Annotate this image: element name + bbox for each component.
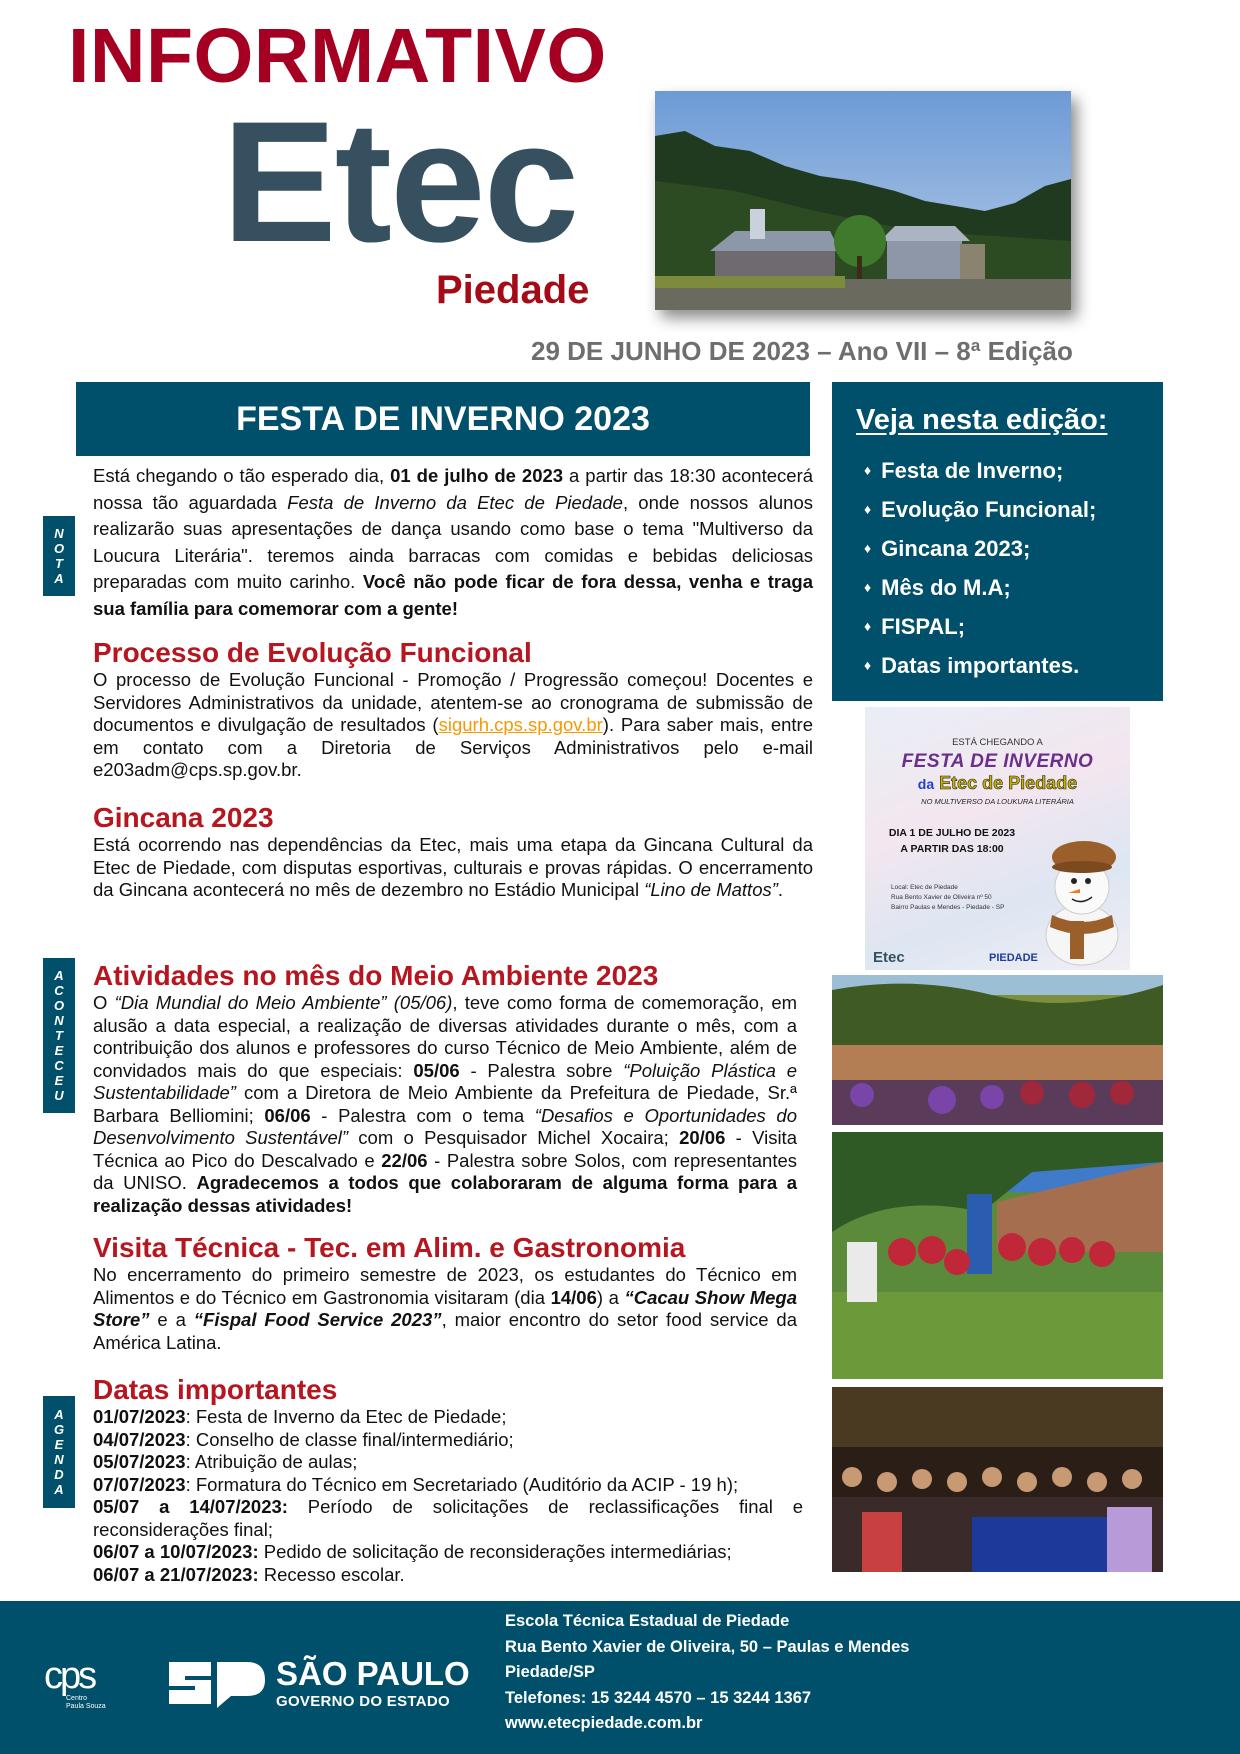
text-run: Local: Etec de Piedade: [891, 884, 958, 891]
poster-location: [891, 883, 1004, 913]
toc-item[interactable]: [854, 490, 1141, 529]
text-run: “Desafios e Oportunidades do Desenvolvimento Sustentável”: [93, 1104, 798, 1148]
agenda-item: [93, 1406, 803, 1429]
governo-label: GOVERNO DO ESTADO: [276, 1693, 451, 1710]
agenda-item: [93, 1564, 803, 1587]
agenda-text: : Atribuição de aulas;: [185, 1451, 358, 1472]
text-run: com o Pesquisador Michel Xocaira;: [348, 1127, 680, 1148]
text-run: .: [296, 759, 302, 780]
agenda-date: 06/07 a 10/07/2023:: [93, 1541, 259, 1562]
evolucao-paragraph: [93, 669, 813, 782]
text-run: “Poluição Plástica e Sustentabilidade”: [93, 1059, 797, 1103]
festa-date: 01 de julho de 2023: [390, 465, 564, 486]
tab-letter: N: [54, 1452, 64, 1467]
students-group-image: [832, 1132, 1163, 1379]
email-address: e203adm@cps.sp.gov.br: [93, 759, 297, 780]
text-run: , onde nossos alunos realizarão suas apresentações de dança usando como base o tema "Multiverso da Loucura Literária". teremos ainda barracas com comidas e bebidas deliciosas preparadas com muito carinho.: [93, 491, 813, 592]
agenda-item: [93, 1429, 803, 1452]
brand-location: Piedade: [436, 268, 590, 312]
festa-poster-image: [865, 707, 1130, 970]
agenda-date: 07/07/2023: [93, 1473, 186, 1495]
gincana-field-image: [832, 975, 1163, 1125]
toc-item[interactable]: [854, 568, 1141, 607]
text-run: O: [93, 992, 115, 1013]
poster-heading: ESTÁ CHEGANDO A: [952, 737, 1043, 748]
tab-letter: E: [54, 1437, 64, 1452]
sao-paulo-sp-icon: [167, 1658, 267, 1708]
side-tab-nota: [43, 516, 75, 596]
text-run: ). Para saber mais, entre em contato com a Diretoria de Serviços Administrativos pelo e-mail: [93, 714, 813, 758]
tab-letter: D: [54, 1467, 64, 1482]
section-title: Visita Técnica - Tec. em Alim. e Gastronomia: [93, 1232, 686, 1263]
agenda-item: [93, 1451, 803, 1474]
main-banner: [76, 382, 810, 456]
tab-letter: O: [53, 541, 65, 556]
sao-paulo-name: SÃO PAULO: [276, 1655, 470, 1692]
text-run: Centro: [66, 1695, 88, 1702]
text-run: da: [917, 776, 935, 792]
section-title: Atividades no mês do Meio Ambiente 2023: [93, 960, 659, 991]
text-run: Etec de Piedade: [939, 773, 1078, 793]
tab-letter: T: [55, 1028, 63, 1043]
text-run: com a Diretora de Meio Ambiente da Prefeitura de Piedade, Sr.ª Barbara Belliomini;: [93, 1082, 797, 1126]
poster-time: A PARTIR DAS 18:00: [900, 843, 1004, 855]
text-run: - Palestra com o tema: [310, 1104, 535, 1126]
date-label: 14/06: [550, 1286, 597, 1308]
agenda-text: Período de solicitações de reclassificações final e reconsiderações final;: [93, 1496, 803, 1540]
agenda-text: Recesso escolar.: [258, 1563, 405, 1585]
tab-letter: T: [55, 556, 63, 571]
thanks-note: Agradecemos a todos que colaboraram de alguma forma para a realização dessas atividades!: [93, 1172, 797, 1216]
section-evolucao-funcional: [93, 637, 813, 782]
poster-subtitle: [865, 773, 1130, 794]
toc-item[interactable]: [854, 607, 1141, 646]
tab-letter: A: [54, 1407, 64, 1422]
agenda-item: [93, 1474, 803, 1497]
toc-item-label: Gincana 2023;: [881, 536, 1031, 561]
poster-etec-logo: Etec: [873, 949, 905, 966]
section-gincana: [93, 802, 813, 902]
tab-letter: N: [54, 1013, 64, 1028]
toc-list: [854, 451, 1141, 685]
date-label: 06/06: [264, 1104, 311, 1126]
agenda-date: 06/07 a 21/07/2023:: [93, 1563, 259, 1585]
school-website[interactable]: www.etecpiedade.com.br: [505, 1714, 703, 1732]
text-run: Está chegando o tão esperado dia,: [93, 465, 391, 486]
toc-item-label: Evolução Funcional;: [881, 497, 1097, 522]
gincana-photo: [832, 975, 1163, 1125]
festa-call-to-action: Você não pode ficar de fora dessa, venha e traga sua família para comemorar com a gente!: [93, 571, 814, 619]
agenda-text: : Conselho de classe final/intermediário;: [185, 1428, 514, 1450]
text-run: - Palestra sobre Solos, com representantes da UNISO.: [93, 1149, 797, 1193]
section-meio-ambiente: [93, 960, 797, 1217]
hero-painting: [655, 91, 1071, 310]
toc-title: Veja nesta edição:: [856, 404, 1108, 436]
text-run: e a: [149, 1309, 194, 1330]
section-title: Gincana 2023: [93, 802, 274, 833]
school-city: Piedade/SP: [505, 1663, 595, 1681]
agenda-date: 04/07/2023: [93, 1428, 186, 1450]
side-tab-agenda: [43, 1396, 75, 1508]
text-run: , maior encontro do setor food service da América Latina.: [93, 1309, 797, 1353]
diamond-bullet-icon: ♦: [864, 579, 872, 595]
text-run: O processo de Evolução Funcional - Promoção / Progressão começou! Docentes e Servidores Administrativos da unidade, atentem-se ao cronograma de submissão de documentos e divulgação de resultados (: [93, 669, 813, 735]
text-run: No encerramento do primeiro semestre de 2023, os estudantes do Técnico em Alimentos e do Técnico em Gastronomia visitaram (dia: [93, 1264, 797, 1308]
toc-item[interactable]: [854, 529, 1141, 568]
fispal-photo: [832, 1387, 1163, 1572]
text-run: “Dia Mundial do Meio Ambiente” (05/06): [114, 992, 453, 1013]
text-run: Rua Bento Xavier de Oliveira nº 50: [891, 894, 992, 901]
section-visita-tecnica: [93, 1232, 797, 1354]
toc-item-label: FISPAL;: [881, 614, 966, 639]
snowman-icon: [1032, 817, 1124, 967]
tab-letter: A: [54, 571, 64, 586]
cps-logo-subtitle: [66, 1695, 118, 1711]
date-label: 05/06: [413, 1059, 460, 1081]
tab-letter: E: [54, 1043, 64, 1058]
text-run: Paula Souza: [66, 1703, 106, 1710]
poster-title: FESTA DE INVERNO: [901, 751, 1094, 772]
venue-name: “Fispal Food Service 2023”: [193, 1309, 442, 1330]
date-label: 20/06: [679, 1127, 726, 1148]
toc-item[interactable]: [854, 451, 1141, 490]
tab-letter: C: [54, 983, 64, 998]
agenda-item: [93, 1496, 803, 1541]
tab-letter: E: [54, 1073, 64, 1088]
cps-logo-mark: cps: [44, 1655, 95, 1697]
toc-item[interactable]: [854, 646, 1141, 685]
brand-logo-etec: Etec: [222, 86, 578, 278]
banner-title: FESTA DE INVERNO 2023: [236, 399, 650, 438]
diamond-bullet-icon: ♦: [864, 657, 872, 673]
school-painting-image: [655, 91, 1071, 310]
visita-paragraph: [93, 1264, 797, 1354]
tab-letter: U: [54, 1088, 64, 1103]
tab-letter: A: [54, 1482, 64, 1497]
agenda-text: : Formatura do Técnico em Secretariado (Auditório da ACIP - 19 h);: [185, 1473, 739, 1495]
poster-date: [887, 825, 1017, 857]
section-festa-de-inverno: [93, 463, 813, 622]
text-run: Bairro Paulas e Mendes - Piedade - SP: [891, 904, 1005, 911]
section-title: Datas importantes: [93, 1374, 338, 1405]
tab-letter: N: [54, 526, 64, 541]
newsletter-title: INFORMATIVO: [68, 13, 607, 99]
venue-name: “Cacau Show Mega Store”: [93, 1286, 797, 1330]
agenda-date: 05/07/2023: [93, 1451, 186, 1472]
toc-item-label: Festa de Inverno;: [881, 458, 1064, 483]
contact-info: [505, 1609, 909, 1737]
agenda-item: [93, 1541, 803, 1564]
diamond-bullet-icon: ♦: [864, 618, 872, 634]
text-run: , teve como forma de comemoração, em alusão a data especial, a realização de diversas atividades durante o mês, com a contribuição dos alunos e professores do curso Técnico de Meio Ambiente, além de convidados mais do que especiais:: [93, 992, 798, 1081]
section-title: Processo de Evolução Funcional: [93, 637, 532, 668]
tab-letter: G: [53, 1422, 65, 1437]
students-fispal-image: [832, 1387, 1163, 1572]
festa-paragraph: [93, 463, 813, 622]
table-of-contents: [832, 382, 1163, 701]
footer: [0, 1601, 1240, 1754]
toc-item-label: Datas importantes.: [881, 653, 1080, 678]
tab-letter: C: [54, 1058, 64, 1073]
section-datas-importantes: [93, 1374, 803, 1586]
text-run: .: [777, 879, 784, 900]
poster-prefeitura-logo: PIEDADE: [989, 952, 1038, 964]
sao-paulo-logo: [276, 1657, 470, 1710]
gincana-paragraph: [93, 834, 813, 902]
agenda-text: : Festa de Inverno da Etec de Piedade;: [185, 1406, 507, 1427]
text-run: - Visita Técnica ao Pico do Descalvado e: [93, 1127, 797, 1171]
date-label: 22/06: [381, 1149, 428, 1171]
pico-descalvado-photo: [832, 1132, 1163, 1379]
school-address: Rua Bento Xavier de Oliveira, 50 – Paulas e Mendes: [505, 1637, 910, 1656]
diamond-bullet-icon: ♦: [864, 462, 872, 478]
diamond-bullet-icon: ♦: [864, 540, 872, 556]
poster-day: DIA 1 DE JULHO DE 2023: [888, 827, 1016, 839]
agenda-date: 05/07 a 14/07/2023:: [93, 1496, 288, 1517]
side-tab-aconteceu: [43, 958, 75, 1113]
diamond-bullet-icon: ♦: [864, 501, 872, 517]
meio-ambiente-paragraph: [93, 992, 797, 1217]
poster-theme: NO MULTIVERSO DA LOUKURA LITERÁRIA: [921, 797, 1074, 806]
edition-date: 29 DE JUNHO DE 2023 – Ano VII – 8ª Edição: [531, 336, 1073, 366]
school-name: Escola Técnica Estadual de Piedade: [505, 1612, 790, 1630]
text-run: - Palestra sobre: [459, 1059, 624, 1081]
tab-letter: O: [53, 998, 65, 1013]
tab-letter: A: [54, 968, 64, 983]
toc-item-label: Mês do M.A;: [881, 575, 1011, 600]
festa-event-name: Festa de Inverno da Etec de Piedade: [287, 491, 623, 513]
sigurh-link[interactable]: sigurh.cps.sp.gov.br: [438, 714, 603, 735]
cps-logo: [44, 1657, 118, 1717]
text-run: Está ocorrendo nas dependências da Etec, mais uma etapa da Gincana Cultural da Etec de Piedade, com disputas esportivas, culturais e provas rápidas. O encerramento da Gincana acontecerá no mês de dezembro no Estádio Municipal: [93, 834, 813, 900]
text-run: a partir das 18:30 acontecerá nossa tão aguardada: [93, 465, 814, 513]
stadium-name: “Lino de Mattos”: [644, 879, 778, 900]
text-run: ) a: [596, 1286, 625, 1308]
school-phones: Telefones: 15 3244 4570 – 15 3244 1367: [505, 1688, 812, 1707]
agenda-date: 01/07/2023: [93, 1406, 186, 1427]
agenda-text: Pedido de solicitação de reconsiderações intermediárias;: [258, 1541, 732, 1562]
